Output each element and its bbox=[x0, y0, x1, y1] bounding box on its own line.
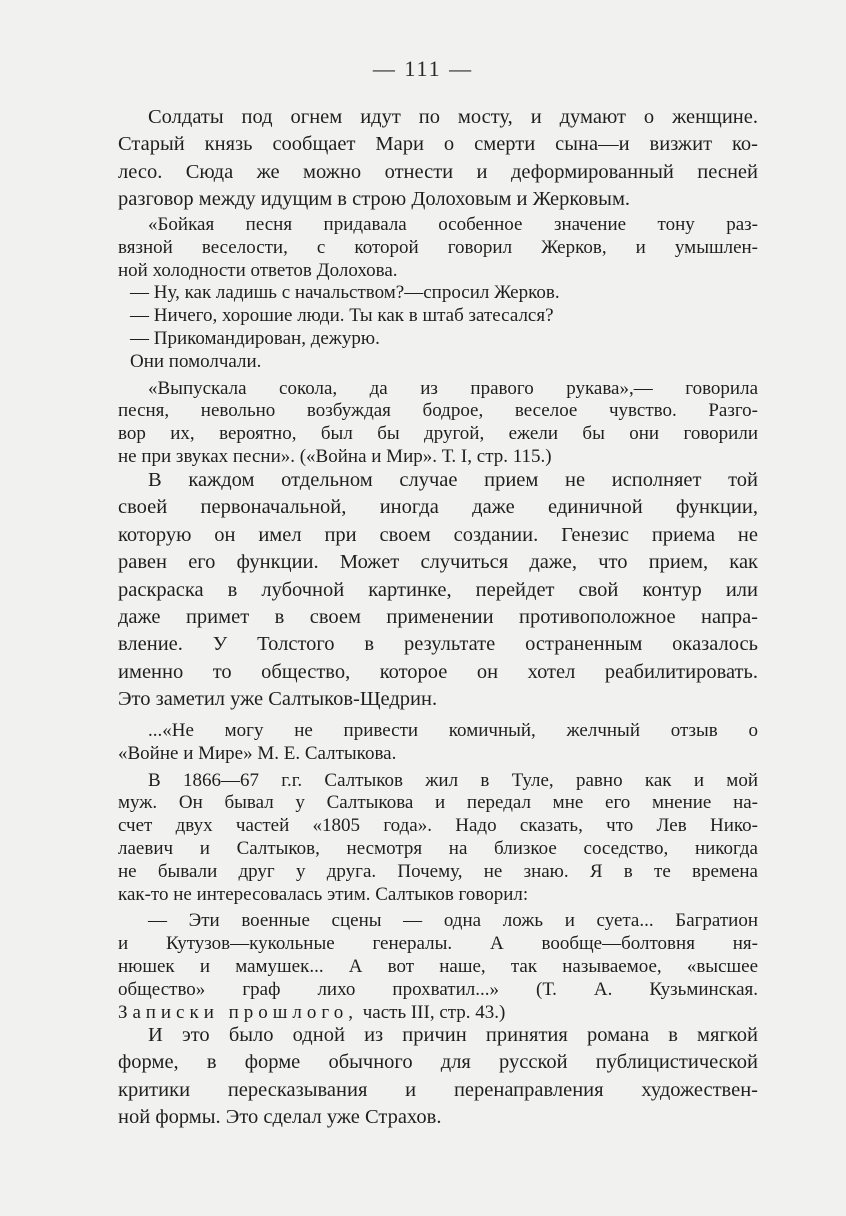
text-line: общество» граф лихо прохватил...» (Т. А. Кузьминская. bbox=[118, 978, 758, 1000]
paragraph-3 bbox=[118, 1022, 758, 1132]
text-line: вление. У Толстого в результате остраненным оказалось bbox=[118, 633, 758, 656]
citation-tail: часть III, стр. 43.) bbox=[362, 1001, 506, 1023]
text-line: ...«Не могу не привести комичный, желчный отзыв о bbox=[148, 720, 758, 741]
text-line: которую он имел при своем создании. Генезис приема не bbox=[118, 523, 758, 546]
dialogue-line: — Ничего, хорошие люди. Ты как в штаб затесался? bbox=[130, 305, 554, 327]
dialogue-line: — Прикомандирован, дежурю. bbox=[130, 327, 380, 349]
dialogue-line: — Ну, как ладишь с начальством?—спросил Жерков. bbox=[130, 282, 560, 304]
text-line: «Войне и Мире» М. Е. Салтыкова. bbox=[118, 742, 397, 764]
paragraph-2 bbox=[118, 467, 758, 714]
text-line: В каждом отдельном случае прием не исполняет той bbox=[148, 469, 758, 491]
text-line: песня, невольно возбуждая бодрое, веселое чувство. Разго- bbox=[118, 400, 758, 422]
text-line: ной формы. Это сделал уже Страхов. bbox=[118, 1106, 442, 1129]
text-line: именно то общество, которое он хотел реабилитировать. bbox=[118, 660, 758, 683]
text-line: лаевич и Салтыков, несмотря на близкое соседство, никогда bbox=[118, 837, 758, 859]
text-line: разговор между идущим в строю Долоховым и Жерковым. bbox=[118, 188, 631, 211]
page-number: — 111 — bbox=[372, 56, 474, 81]
text-line: своей первоначальной, иногда даже единичной функции, bbox=[118, 496, 758, 519]
text-line: лесо. Сюда же можно отнести и деформированный песней bbox=[118, 160, 758, 183]
text-line: Старый князь сообщает Мари о смерти сына—и визжит ко- bbox=[118, 133, 758, 156]
text-line: И это было одной из причин принятия романа в мягкой bbox=[148, 1024, 758, 1046]
text-line: форме, в форме обычного для русской публицистической bbox=[118, 1051, 758, 1074]
book-title: Записки прошлого, bbox=[118, 1001, 358, 1023]
text-line: равен его функции. Может случиться даже, что прием, как bbox=[118, 551, 758, 574]
text-line: вор их, вероятно, был бы другой, ежели бы они говорили bbox=[118, 423, 758, 445]
text-line: «Выпускала сокола, да из правого рукава»,— говорила bbox=[148, 377, 758, 399]
text-line: даже примет в своем применении противоположное напра- bbox=[118, 605, 758, 628]
text-line: раскраска в лубочной картинке, перейдет свой контур или bbox=[118, 578, 758, 601]
text-line: не при звуках песни». («Война и Мир». Т. I, стр. 115.) bbox=[118, 445, 552, 467]
paragraph-1 bbox=[118, 104, 758, 214]
text-line: Это заметил уже Салтыков-Щедрин. bbox=[118, 688, 438, 711]
text-line: ной холодности ответов Долохова. bbox=[118, 259, 398, 281]
text-line: вязной веселости, с которой говорил Жерков, и умышлен- bbox=[118, 236, 758, 258]
citation-line bbox=[118, 1002, 758, 1025]
text-line: «Бойкая песня придавала особенное значение тону раз- bbox=[148, 214, 758, 235]
text-line: — Эти военные сцены — одна ложь и суета... Багратион bbox=[148, 910, 758, 932]
quote-kuzminskaya bbox=[118, 720, 758, 1024]
text-line: критики пересказывания и перенаправления художествен- bbox=[118, 1078, 758, 1101]
text-line: и Кутузов—кукольные генералы. А вообще—болтовня ня- bbox=[118, 933, 758, 955]
text-line: как-то не интересовалась этим. Салтыков говорил: bbox=[118, 883, 529, 905]
text-line: Солдаты под огнем идут по мосту, и думают о женщине. bbox=[148, 106, 758, 128]
text-line: не бывали друг у друга. Почему, не знаю. Я в те времена bbox=[118, 860, 758, 882]
text-line: счет двух частей «1805 года». Надо сказать, что Лев Нико- bbox=[118, 815, 758, 837]
text-line: муж. Он бывал у Салтыкова и передал мне его мнение на- bbox=[118, 792, 758, 814]
text-line: нюшек и мамушек... А вот наше, так называемое, «высшее bbox=[118, 955, 758, 977]
quote-war-and-peace bbox=[118, 214, 758, 469]
text-line: Они помолчали. bbox=[130, 350, 262, 372]
text-line: В 1866—67 г.г. Салтыков жил в Туле, равно как и мой bbox=[148, 769, 758, 791]
